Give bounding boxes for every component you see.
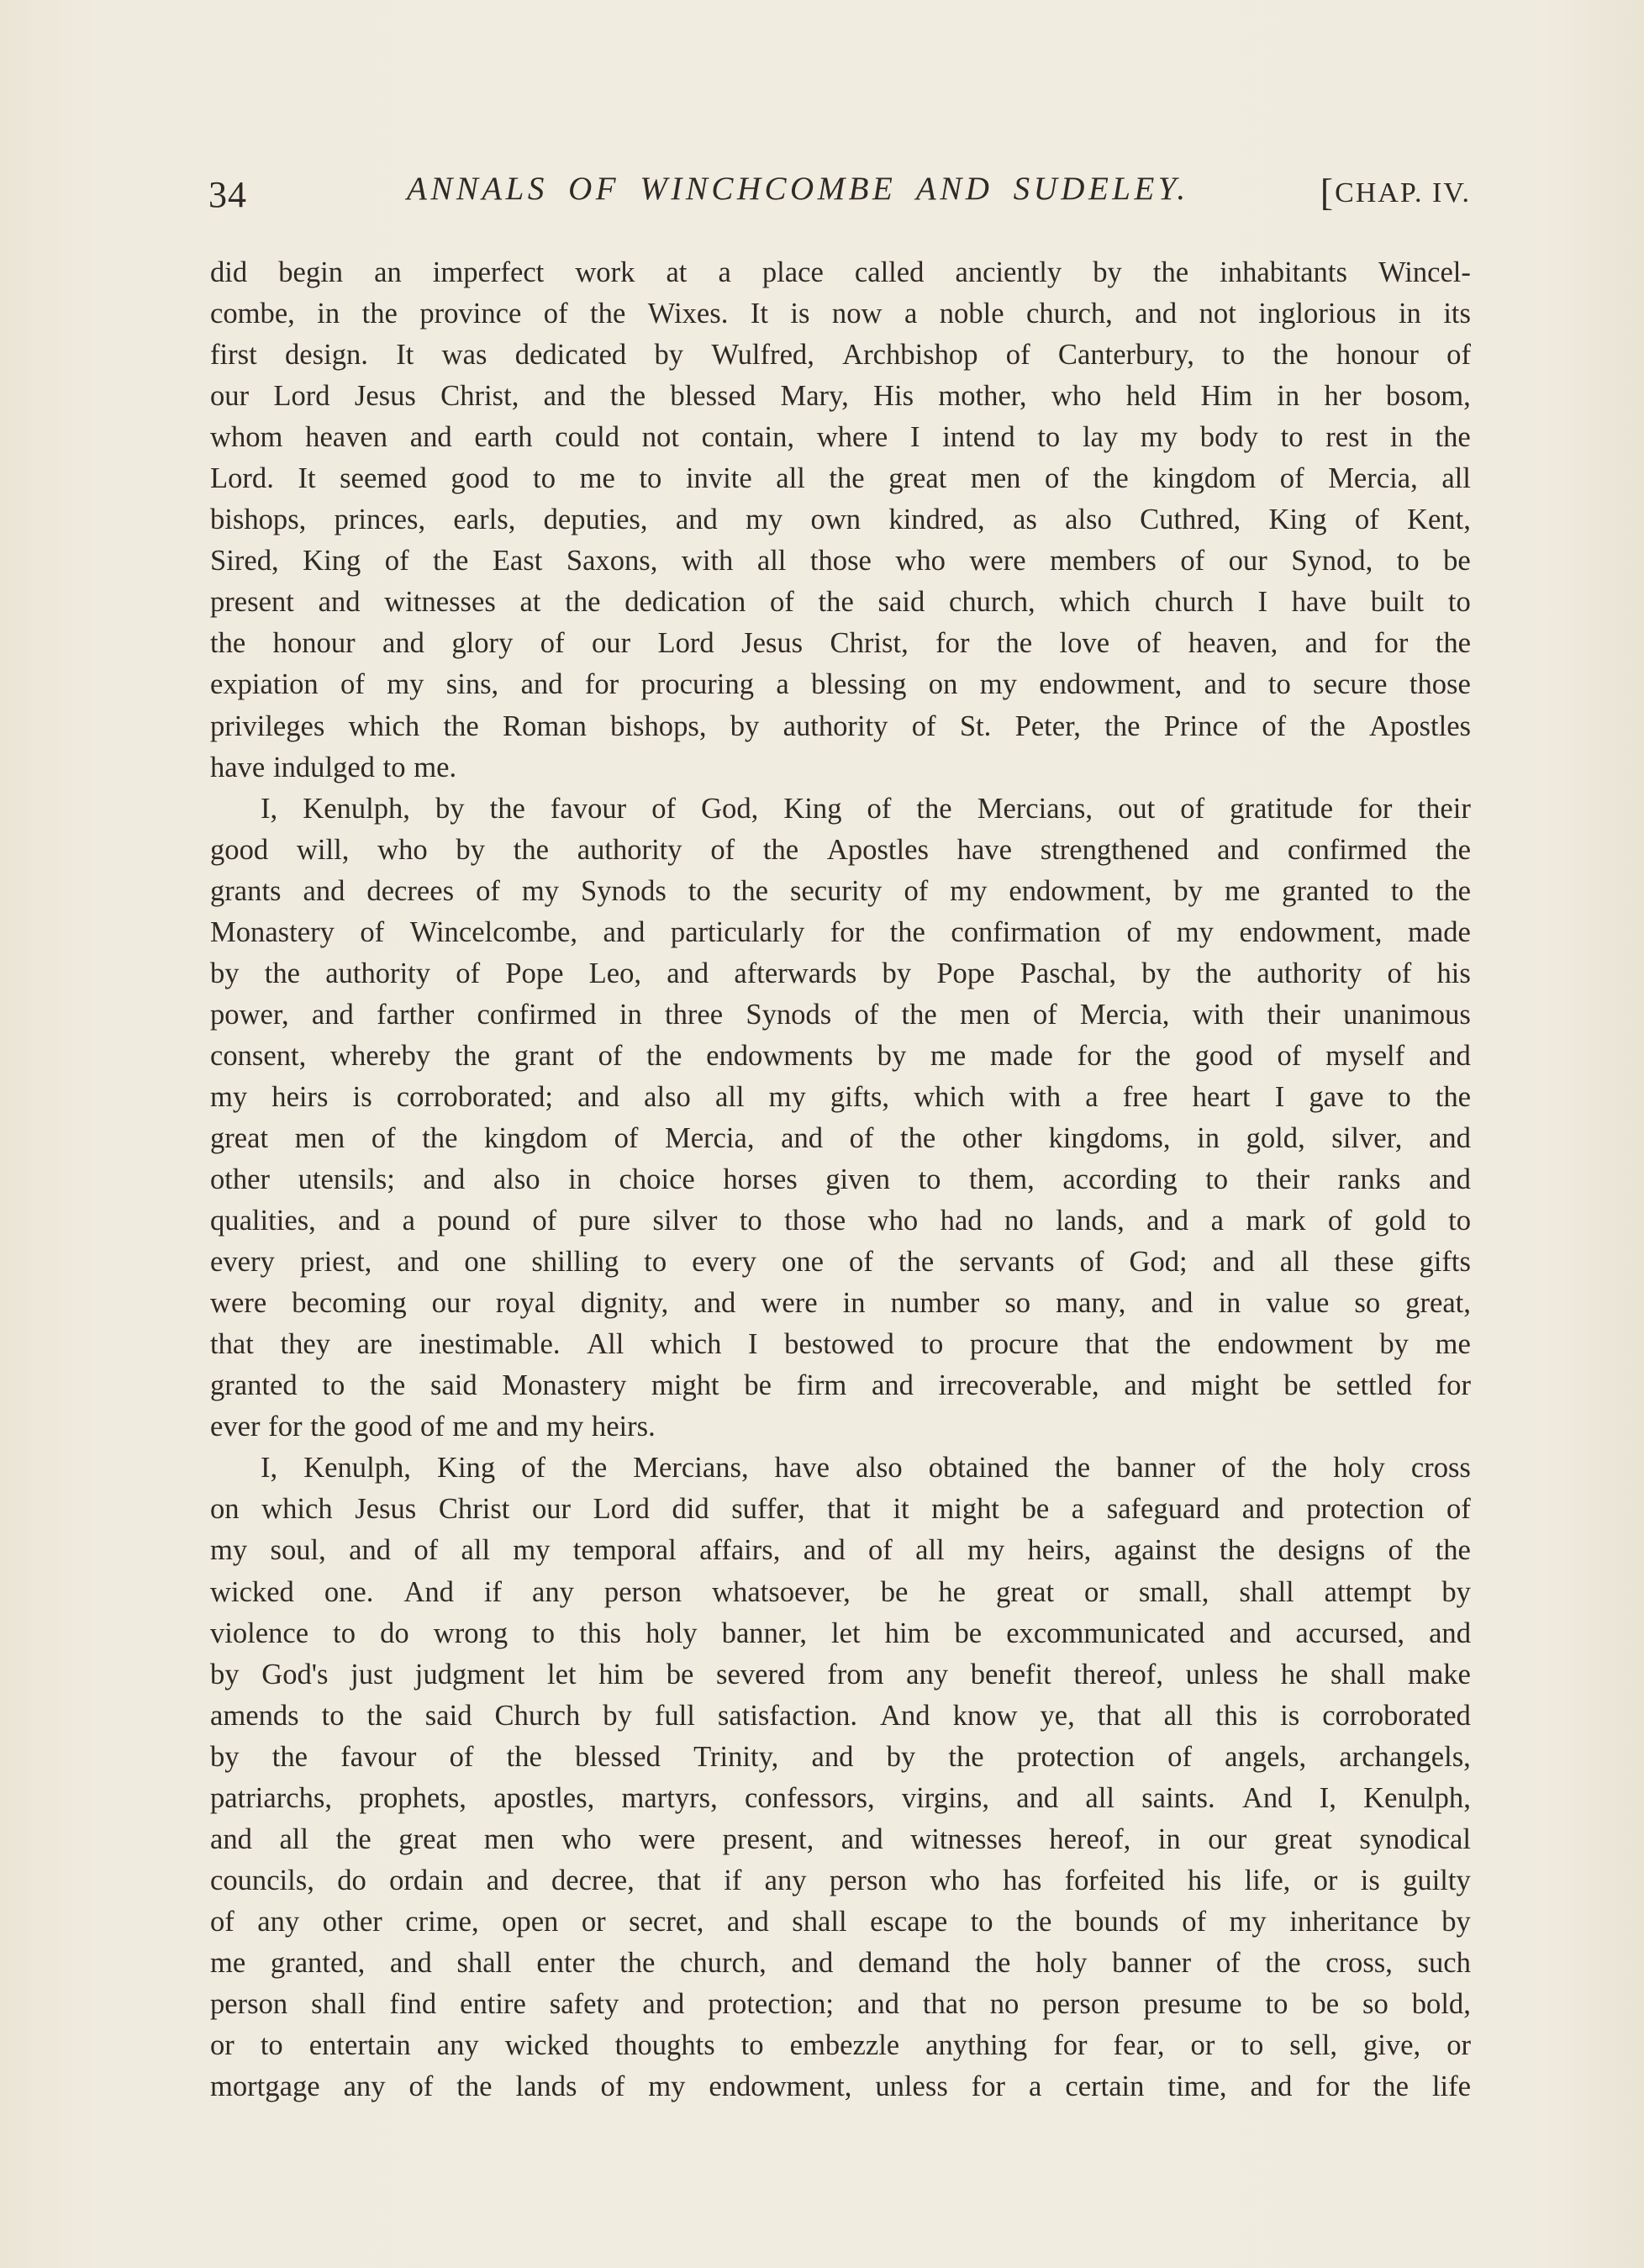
text-line: our Lord Jesus Christ, and the blessed Mary, His mother, who held Him in her bosom,	[210, 380, 1471, 413]
text-line: expiation of my sins, and for procuring a blessing on my endowment, and to secure those	[210, 668, 1471, 701]
body-text	[210, 252, 1471, 2107]
text-line: that they are inestimable. All which I bestowed to procure that the endowment by me	[210, 1328, 1471, 1361]
text-line: ever for the good of me and my heirs.	[210, 1411, 656, 1443]
text-line: consent, whereby the grant of the endowments by me made for the good of myself and	[210, 1039, 1471, 1072]
text-line: other utensils; and also in choice horses given to them, according to their ranks and	[210, 1163, 1471, 1196]
text-line: mortgage any of the lands of my endowment, unless for a certain time, and for the life	[210, 2070, 1471, 2103]
text-line: I, Kenulph, King of the Mercians, have also obtained the banner of the holy cross	[261, 1452, 1471, 1485]
text-line: by the authority of Pope Leo, and afterwards by Pope Paschal, by the authority of his	[210, 957, 1471, 989]
text-line: privileges which the Roman bishops, by authority of St. Peter, the Prince of the Apostles	[210, 709, 1471, 742]
text-line: by the favour of the blessed Trinity, and by the protection of angels, archangels,	[210, 1740, 1471, 1773]
text-line: and all the great men who were present, and witnesses hereof, in our great synodical	[210, 1822, 1471, 1855]
text-line: did begin an imperfect work at a place called anciently by the inhabitants Wincel-	[210, 256, 1471, 288]
text-line: councils, do ordain and decree, that if any person who has forfeited his life, or is guilty	[210, 1864, 1471, 1896]
text-line: patriarchs, prophets, apostles, martyrs, confessors, virgins, and all saints. And I, Kenulph,	[210, 1781, 1471, 1814]
text-line: first design. It was dedicated by Wulfred, Archbishop of Canterbury, to the honour of	[210, 339, 1471, 372]
text-line: my heirs is corroborated; and also all my gifts, which with a free heart I gave to the	[210, 1080, 1471, 1113]
text-line: were becoming our royal dignity, and were in number so many, and in value so great,	[210, 1287, 1471, 1320]
text-line: Lord. It seemed good to me to invite all the great men of the kingdom of Mercia, all	[210, 462, 1471, 495]
text-line: violence to do wrong to this holy banner, let him be excommunicated and accursed, and	[210, 1617, 1471, 1649]
page-number: 34	[208, 174, 247, 215]
text-line: amends to the said Church by full satisfaction. And know ye, that all this is corroborated	[210, 1699, 1471, 1732]
text-line: my soul, and of all my temporal affairs, and of all my heirs, against the designs of the	[210, 1534, 1471, 1567]
text-line: bishops, princes, earls, deputies, and my own kindred, as also Cuthred, King of Kent,	[210, 504, 1471, 536]
chapter-reference: [CHAP. IV.	[1320, 171, 1471, 214]
text-line: good will, who by the authority of the Apostles have strengthened and confirmed the	[210, 833, 1471, 866]
text-line: combe, in the province of the Wixes. It is now a noble church, and not inglorious in its	[210, 298, 1471, 330]
text-line: granted to the said Monastery might be firm and irrecoverable, and might be settled for	[210, 1369, 1471, 1402]
text-line: the honour and glory of our Lord Jesus Christ, for the love of heaven, and for the	[210, 627, 1471, 660]
text-line: or to entertain any wicked thoughts to embezzle anything for fear, or to sell, give, or	[210, 2029, 1471, 2062]
page-header	[208, 163, 1471, 222]
text-line: have indulged to me.	[210, 751, 457, 783]
text-line: qualities, and a pound of pure silver to those who had no lands, and a mark of gold to	[210, 1205, 1471, 1237]
text-line: Sired, King of the East Saxons, with all those who were members of our Synod, to be	[210, 545, 1471, 578]
text-line: present and witnesses at the dedication of the said church, which church I have built to	[210, 586, 1471, 619]
text-line: grants and decrees of my Synods to the security of my endowment, by me granted to the	[210, 874, 1471, 907]
text-line: of any other crime, open or secret, and shall escape to the bounds of my inheritance by	[210, 1905, 1471, 1938]
text-line: every priest, and one shilling to every one of the servants of God; and all these gifts	[210, 1246, 1471, 1279]
running-title: ANNALS OF WINCHCOMBE AND SUDELEY.	[407, 171, 1189, 207]
text-line: power, and farther confirmed in three Synods of the men of Mercia, with their unanimous	[210, 998, 1471, 1031]
text-line: on which Jesus Christ our Lord did suffer, that it might be a safeguard and protection of	[210, 1493, 1471, 1526]
text-line: me granted, and shall enter the church, and demand the holy banner of the cross, such	[210, 1946, 1471, 1979]
text-line: by God's just judgment let him be severed from any benefit thereof, unless he shall make	[210, 1658, 1471, 1690]
text-line: Monastery of Wincelcombe, and particularly for the confirmation of my endowment, made	[210, 915, 1471, 948]
chapter-label: CHAP. IV.	[1335, 177, 1471, 208]
text-line: great men of the kingdom of Mercia, and of the other kingdoms, in gold, silver, and	[210, 1121, 1471, 1154]
text-line: I, Kenulph, by the favour of God, King of the Mercians, out of gratitude for their	[261, 792, 1471, 825]
text-line: wicked one. And if any person whatsoever, be he great or small, shall attempt by	[210, 1575, 1471, 1608]
text-line: whom heaven and earth could not contain, where I intend to lay my body to rest in the	[210, 421, 1471, 454]
text-line: person shall find entire safety and protection; and that no person presume to be so bold,	[210, 1987, 1471, 2020]
